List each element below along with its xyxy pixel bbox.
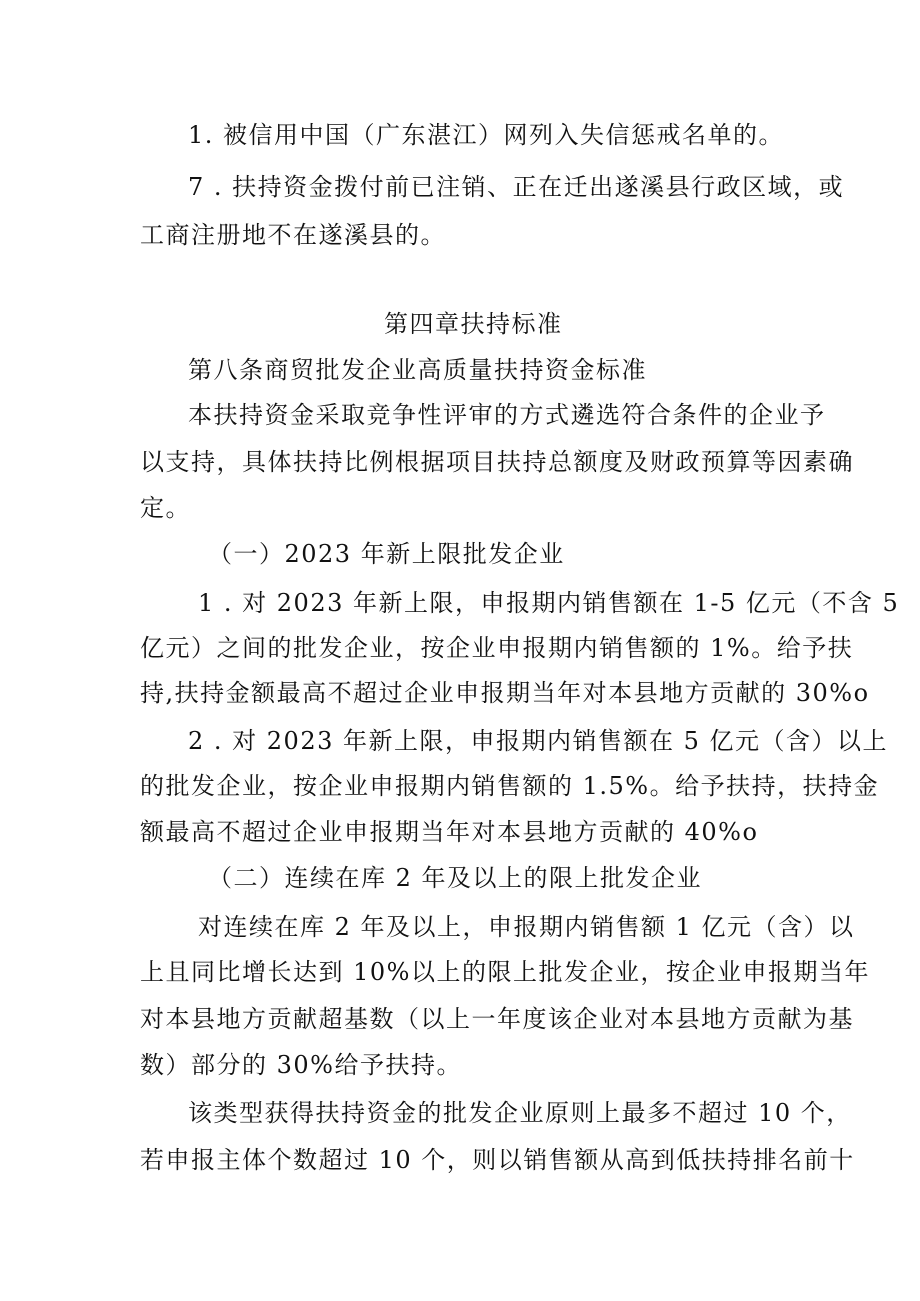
text-line: 7 . 扶持资金拨付前已注销、正在迁出遂溪县行政区域，或 bbox=[188, 173, 845, 201]
section-heading: （一）2023 年新上限批发企业 bbox=[208, 540, 565, 568]
text-line: 若申报主体个数超过 10 个，则以销售额从高到低扶持排名前十 bbox=[140, 1146, 855, 1174]
text-line: 1. 被信用中国（广东湛江）网列入失信惩戒名单的。 bbox=[188, 121, 785, 149]
article-heading: 第八条商贸批发企业高质量扶持资金标准 bbox=[188, 356, 647, 384]
text-line: 的批发企业，按企业申报期内销售额的 1.5%。给予扶持，扶持金 bbox=[140, 772, 880, 800]
text-line: 持,扶持金额最高不超过企业申报期当年对本县地方贡献的 30%o bbox=[140, 679, 870, 707]
text-line: 工商注册地不在遂溪县的。 bbox=[140, 221, 446, 249]
text-line: 上且同比增长达到 10%以上的限上批发企业，按企业申报期当年 bbox=[140, 958, 870, 986]
text-line: 1 . 对 2023 年新上限，申报期内销售额在 1-5 亿元（不含 5 bbox=[198, 589, 900, 617]
text-line: 对本县地方贡献超基数（以上一年度该企业对本县地方贡献为基 bbox=[140, 1005, 854, 1033]
chapter-heading: 第四章扶持标准 bbox=[384, 310, 563, 338]
text-line: 本扶持资金采取竞争性评审的方式遴选符合条件的企业予 bbox=[188, 401, 826, 429]
text-line: 对连续在库 2 年及以上，申报期内销售额 1 亿元（含）以 bbox=[198, 913, 855, 941]
text-line: 额最高不超过企业申报期当年对本县地方贡献的 40%o bbox=[140, 818, 759, 846]
text-line: 该类型获得扶持资金的批发企业原则上最多不超过 10 个， bbox=[188, 1099, 852, 1127]
text-line: 以支持，具体扶持比例根据项目扶持总额度及财政预算等因素确 bbox=[140, 448, 854, 476]
text-line: 数）部分的 30%给予扶持。 bbox=[140, 1051, 462, 1079]
text-line: 亿元）之间的批发企业，按企业申报期内销售额的 1%。给予扶 bbox=[140, 634, 854, 662]
section-heading: （二）连续在库 2 年及以上的限上批发企业 bbox=[208, 864, 703, 892]
text-line: 定。 bbox=[140, 494, 191, 522]
text-line: 2 . 对 2023 年新上限，申报期内销售额在 5 亿元（含）以上 bbox=[188, 727, 889, 755]
